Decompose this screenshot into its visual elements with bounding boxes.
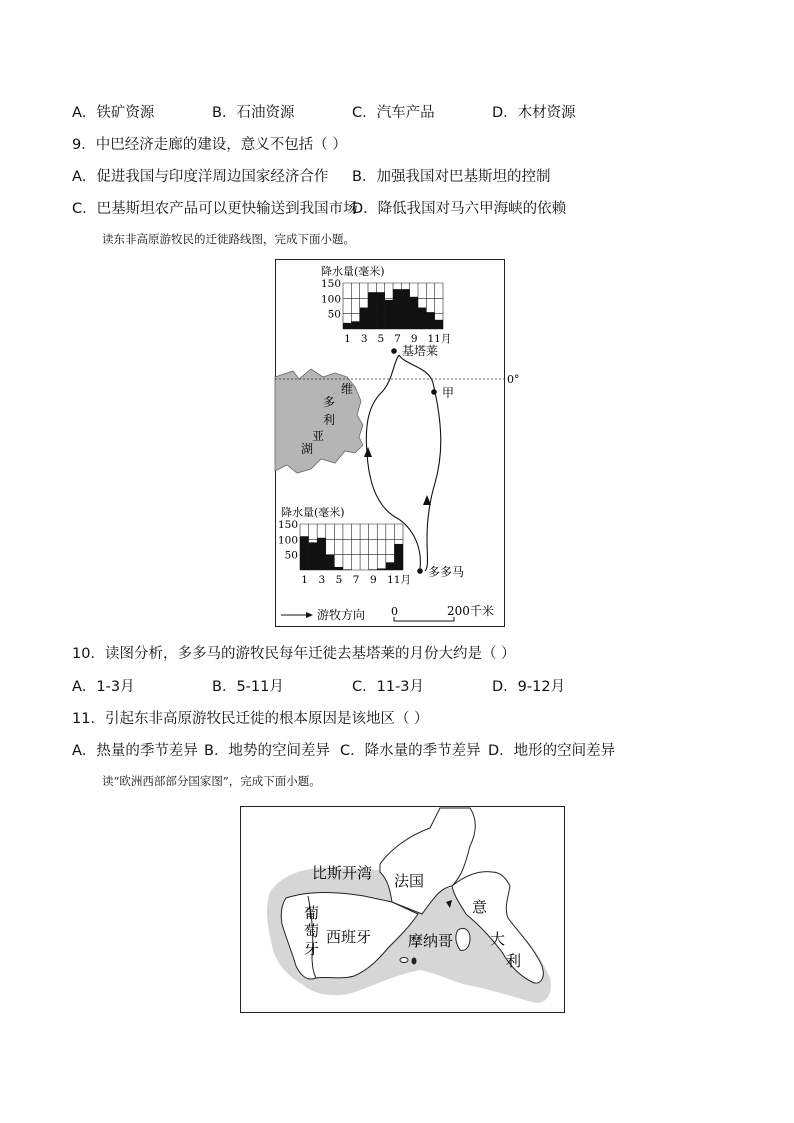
migration-map xyxy=(275,259,520,627)
portugal-label-2: 萄 xyxy=(304,922,320,940)
bar-month-10 xyxy=(418,308,426,329)
italy-label-3: 利 xyxy=(506,952,522,970)
bar-month-2 xyxy=(351,321,359,329)
q11-option-a[interactable]: A．热量的季节差异 xyxy=(72,743,198,759)
bar-month-9 xyxy=(410,297,418,329)
france-label: 法国 xyxy=(394,872,425,890)
x-tick-label: 7 xyxy=(394,333,401,345)
q8-option-c[interactable]: C．汽车产品 xyxy=(352,105,435,121)
bar-month-1 xyxy=(343,323,351,329)
point-jia-label: 甲 xyxy=(442,386,455,400)
q9-option-d[interactable]: D．降低我国对马六甲海峡的依赖 xyxy=(352,201,567,217)
bar-month-8 xyxy=(401,289,409,329)
island-balearic-2 xyxy=(412,958,417,965)
x-tick-label: 3 xyxy=(360,333,368,345)
kitale-point xyxy=(391,348,397,354)
x-tick-label: 11月 xyxy=(427,333,452,345)
q11-option-d[interactable]: D．地形的空间差异 xyxy=(488,743,616,759)
italy-label-2: 大 xyxy=(490,930,506,948)
y-tick-label: 150 xyxy=(277,519,298,531)
bar-month-5 xyxy=(334,567,343,570)
q9-option-a[interactable]: A．促进我国与印度洋周边国家经济合作 xyxy=(72,169,329,185)
dodoma-label: 多多马 xyxy=(428,565,465,579)
x-tick-label: 11月 xyxy=(387,574,411,586)
monaco-label: 摩纳哥 xyxy=(408,932,454,950)
q10-stem: 10．读图分析，多多马的游牧民每年迁徙去基塔莱的月份大约是（ ） xyxy=(72,646,516,662)
bar-month-4 xyxy=(368,292,376,329)
bay-label: 比斯开湾 xyxy=(312,864,373,882)
bar-month-3 xyxy=(317,538,326,570)
bar-month-9 xyxy=(369,569,378,570)
island-balearic-1 xyxy=(400,958,408,963)
q9-stem: 9．中巴经济走廊的建设，意义不包括（ ） xyxy=(72,137,347,153)
q11-stem: 11．引起东非高原游牧民迁徙的根本原因是该地区（ ） xyxy=(72,711,429,727)
q11-option-b[interactable]: B．地势的空间差异 xyxy=(204,743,330,759)
x-tick-label: 5 xyxy=(335,574,343,586)
chart-bottom-title: 降水量(毫米) xyxy=(281,506,345,519)
point-jia xyxy=(431,389,437,395)
scale-zero: 0 xyxy=(391,605,398,618)
x-tick-label: 9 xyxy=(410,333,418,345)
y-tick-label: 150 xyxy=(320,278,341,290)
q11-option-c[interactable]: C．降水量的季节差异 xyxy=(340,743,481,759)
y-tick-label: 50 xyxy=(327,308,341,321)
x-tick-label: 1 xyxy=(344,333,351,345)
intro-map2: 读“欧洲西部部分国家图”，完成下面小题。 xyxy=(102,774,321,788)
bar-month-5 xyxy=(376,292,384,329)
q8-option-a[interactable]: A．铁矿资源 xyxy=(72,105,155,121)
portugal-label-3: 牙 xyxy=(304,940,320,958)
intro-map1: 读东非高原游牧民的迁徙路线图，完成下面小题。 xyxy=(102,232,355,246)
x-tick-label: 7 xyxy=(352,574,360,586)
kitale-label: 基塔莱 xyxy=(402,344,439,358)
equator-label: 0° xyxy=(507,373,520,386)
x-tick-label: 3 xyxy=(318,574,326,586)
legend-label: 游牧方向 xyxy=(317,608,366,622)
q8-option-d[interactable]: D．木材资源 xyxy=(492,105,576,121)
y-tick-label: 100 xyxy=(320,293,341,306)
portugal-label-1: 葡 xyxy=(304,904,320,922)
bar-month-6 xyxy=(343,569,352,570)
western-europe-map xyxy=(240,806,565,1013)
bar-month-3 xyxy=(360,308,368,329)
scale-end: 200千米 xyxy=(447,604,494,618)
italy-label-1: 意 xyxy=(472,898,488,916)
q9-option-b[interactable]: B．加强我国对巴基斯坦的控制 xyxy=(352,169,551,185)
q10-option-d[interactable]: D．9-12月 xyxy=(492,679,566,695)
x-tick-label: 5 xyxy=(377,333,385,345)
bar-month-7 xyxy=(393,289,401,329)
island-corsica xyxy=(456,928,470,950)
spain-label: 西班牙 xyxy=(326,928,372,946)
q8-option-b[interactable]: B．石油资源 xyxy=(212,105,295,121)
bar-month-2 xyxy=(309,542,318,570)
y-tick-label: 50 xyxy=(284,549,298,562)
lake-label-5: 湖 xyxy=(301,442,314,456)
dodoma-point xyxy=(417,568,423,574)
x-tick-label: 9 xyxy=(369,574,377,586)
bar-month-12 xyxy=(435,320,443,329)
bar-month-12 xyxy=(394,544,403,570)
q10-option-b[interactable]: B．5-11月 xyxy=(212,679,284,695)
q10-option-c[interactable]: C．11-3月 xyxy=(352,679,425,695)
lake-label-3: 利 xyxy=(323,413,336,427)
bar-month-11 xyxy=(386,562,395,570)
lake-label-2: 多 xyxy=(323,395,336,409)
y-tick-label: 100 xyxy=(277,534,298,547)
bar-month-4 xyxy=(326,555,335,570)
lake-label-1: 维 xyxy=(341,382,354,396)
x-tick-label: 1 xyxy=(301,574,308,586)
bar-month-10 xyxy=(377,568,386,570)
lake-label-4: 亚 xyxy=(312,429,325,443)
bar-month-11 xyxy=(426,312,434,329)
q9-option-c[interactable]: C．巴基斯坦农产品可以更快输送到我国市场 xyxy=(72,201,358,217)
chart-top-title: 降水量(毫米) xyxy=(321,265,385,278)
q10-option-a[interactable]: A．1-3月 xyxy=(72,679,135,695)
bar-month-6 xyxy=(385,300,393,329)
bar-month-1 xyxy=(300,536,309,570)
